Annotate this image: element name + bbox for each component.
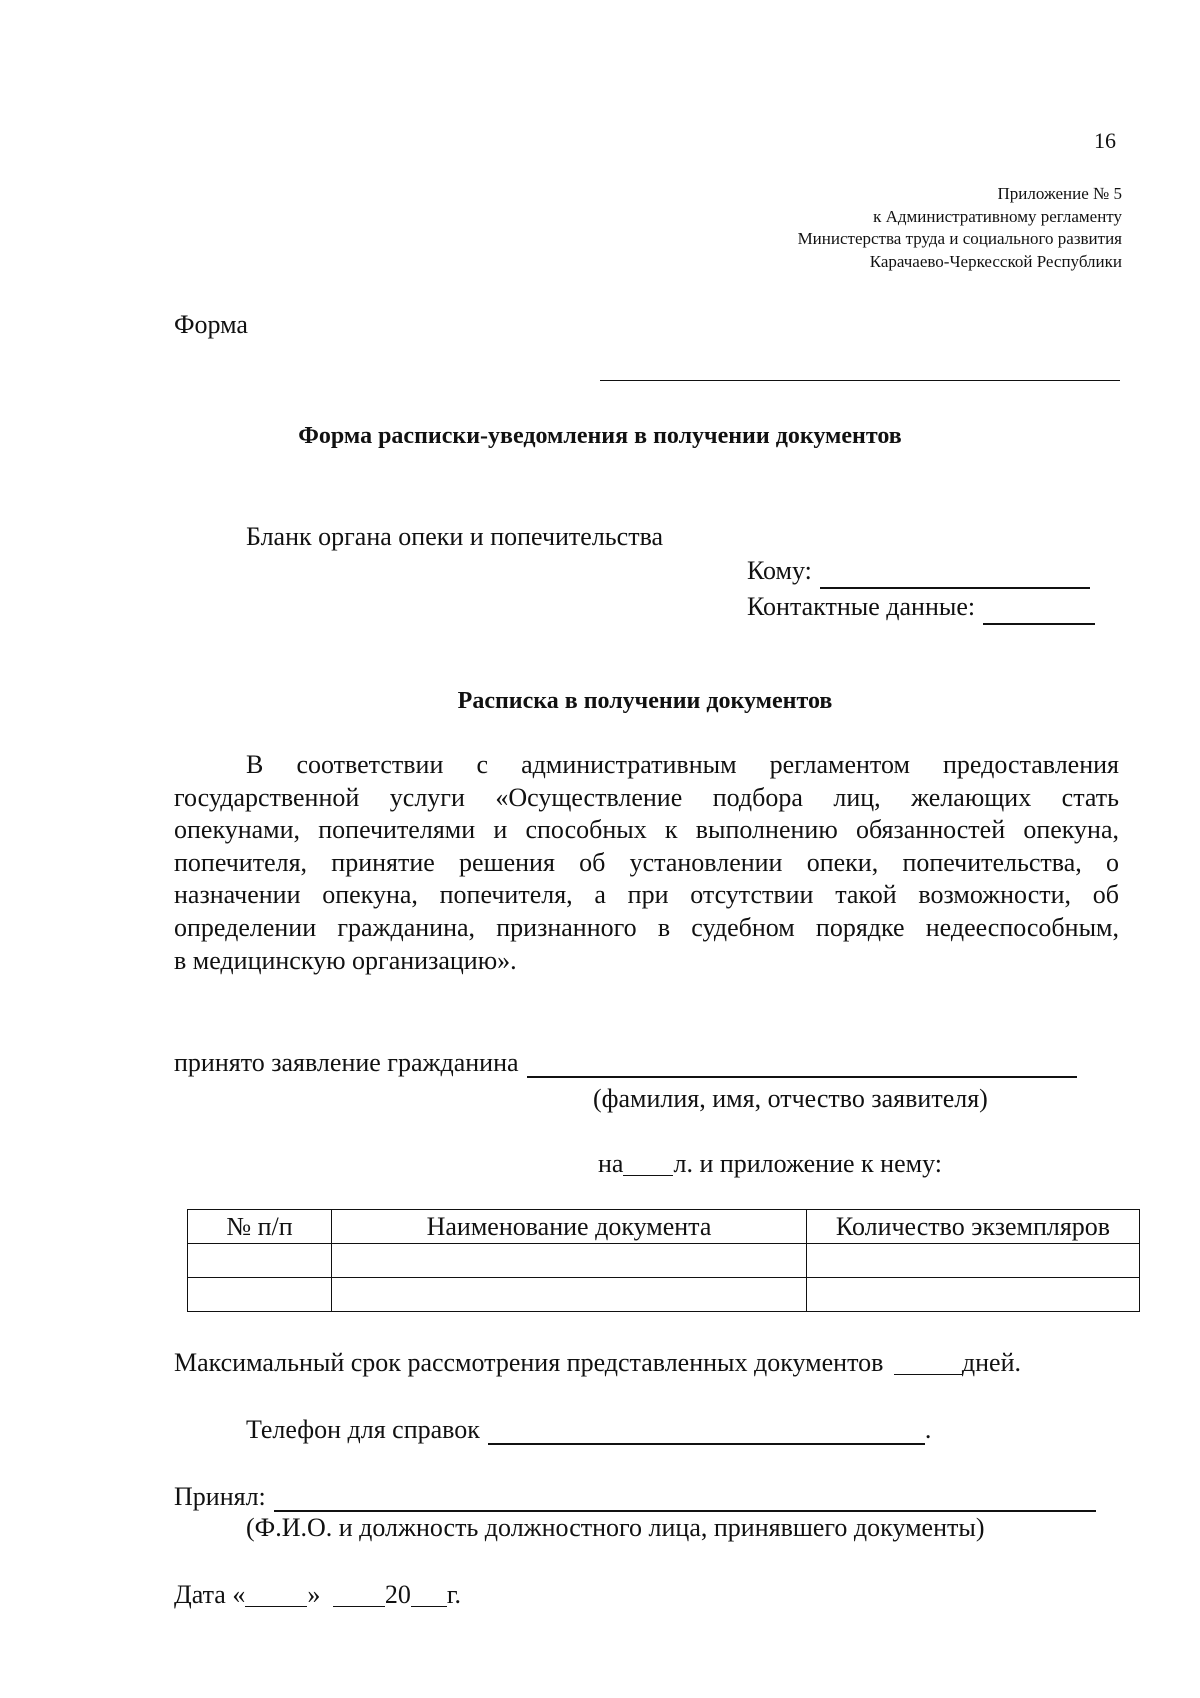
table-cell[interactable] [332, 1278, 807, 1312]
max-term-suffix: дней. [961, 1348, 1021, 1377]
phone-label: Телефон для справок [246, 1415, 480, 1444]
column-header-number: № п/п [188, 1210, 332, 1244]
recipient-to-row [747, 553, 1095, 589]
table-row [188, 1244, 1140, 1278]
accepted-by-field[interactable] [274, 1484, 1096, 1512]
table-cell[interactable] [332, 1244, 807, 1278]
table-cell[interactable] [188, 1278, 332, 1312]
date-year-suffix: г. [446, 1580, 462, 1609]
appendix-line: Министерства труда и социального развития [797, 229, 1122, 248]
appendix-line: Приложение № 5 [997, 184, 1122, 203]
date-day-field[interactable] [245, 1580, 307, 1607]
phone-field[interactable] [488, 1417, 925, 1445]
accepted-application-row [174, 1048, 1077, 1078]
table-cell[interactable] [188, 1244, 332, 1278]
document-title: Форма расписки-уведомления в получении документов [298, 423, 902, 449]
accepted-by-row [174, 1482, 1096, 1512]
recipient-contacts-field[interactable] [983, 597, 1095, 625]
appendix-header [522, 183, 1122, 273]
date-row [174, 1580, 461, 1610]
recipient-to-field[interactable] [820, 561, 1090, 589]
applicant-name-field[interactable] [527, 1050, 1077, 1078]
date-year-prefix: 20 [384, 1580, 411, 1609]
recipient-block [747, 553, 1095, 625]
appendix-line: к Административному регламенту [873, 206, 1122, 226]
pages-prefix: на [598, 1149, 624, 1178]
column-header-copies: Количество экземпляров [807, 1210, 1140, 1244]
date-quote-close: » [307, 1580, 321, 1609]
authority-blank-label: Бланк органа опеки и попечительства [246, 522, 664, 551]
table-header-row [188, 1210, 1140, 1244]
recipient-to-label: Кому: [747, 556, 812, 585]
pages-suffix: л. и приложение к нему: [673, 1149, 942, 1178]
applicant-name-hint: (фамилия, имя, отчество заявителя) [593, 1084, 988, 1113]
page-number: 16 [1094, 128, 1116, 153]
receipt-title: Расписка в получении документов [457, 688, 833, 714]
body-line: назначении опекуна, попечителя, а при отсутствии такой возможности, об [174, 880, 1119, 910]
pages-row [598, 1149, 942, 1179]
phone-row [246, 1415, 931, 1445]
table-cell[interactable] [807, 1244, 1140, 1278]
table-cell[interactable] [807, 1278, 1140, 1312]
body-line: опекунами, попечителями и способных к выполнению обязанностей опекуна, [174, 815, 1119, 845]
accepted-by-label: Принял: [174, 1482, 266, 1511]
top-blank-line[interactable] [600, 380, 1120, 381]
recipient-contacts-row [747, 589, 1095, 625]
max-term-row [174, 1348, 1021, 1378]
max-term-days-field[interactable] [894, 1348, 962, 1375]
body-line: попечителя, принятие решения об установлении опеки, попечительства, о [174, 847, 1119, 877]
phone-suffix: . [924, 1415, 932, 1444]
recipient-contacts-label: Контактные данные: [747, 592, 976, 621]
table-row [188, 1278, 1140, 1312]
date-year-field[interactable] [411, 1580, 447, 1607]
form-label: Форма [174, 310, 248, 339]
date-month-field[interactable] [333, 1580, 385, 1607]
accepted-by-hint: (Ф.И.О. и должность должностного лица, принявшего документы) [246, 1513, 985, 1542]
body-line: в медицинскую организацию». [174, 945, 517, 975]
body-line: определении гражданина, признанного в судебном порядке недееспособным, [174, 912, 1119, 942]
column-header-document-name: Наименование документа [332, 1210, 807, 1244]
body-paragraph [174, 749, 1119, 977]
body-line: В соответствии с административным регламентом предоставления [246, 750, 1119, 779]
accepted-application-label: принято заявление гражданина [174, 1048, 519, 1077]
appendix-line: Карачаево-Черкесской Республики [869, 251, 1122, 271]
max-term-label: Максимальный срок рассмотрения представленных документов [174, 1348, 884, 1377]
date-label: Дата « [174, 1580, 246, 1609]
documents-table [187, 1209, 1140, 1312]
body-line: государственной услуги «Осуществление подбора лиц, желающих стать [174, 782, 1119, 812]
pages-count-field[interactable] [623, 1149, 673, 1176]
